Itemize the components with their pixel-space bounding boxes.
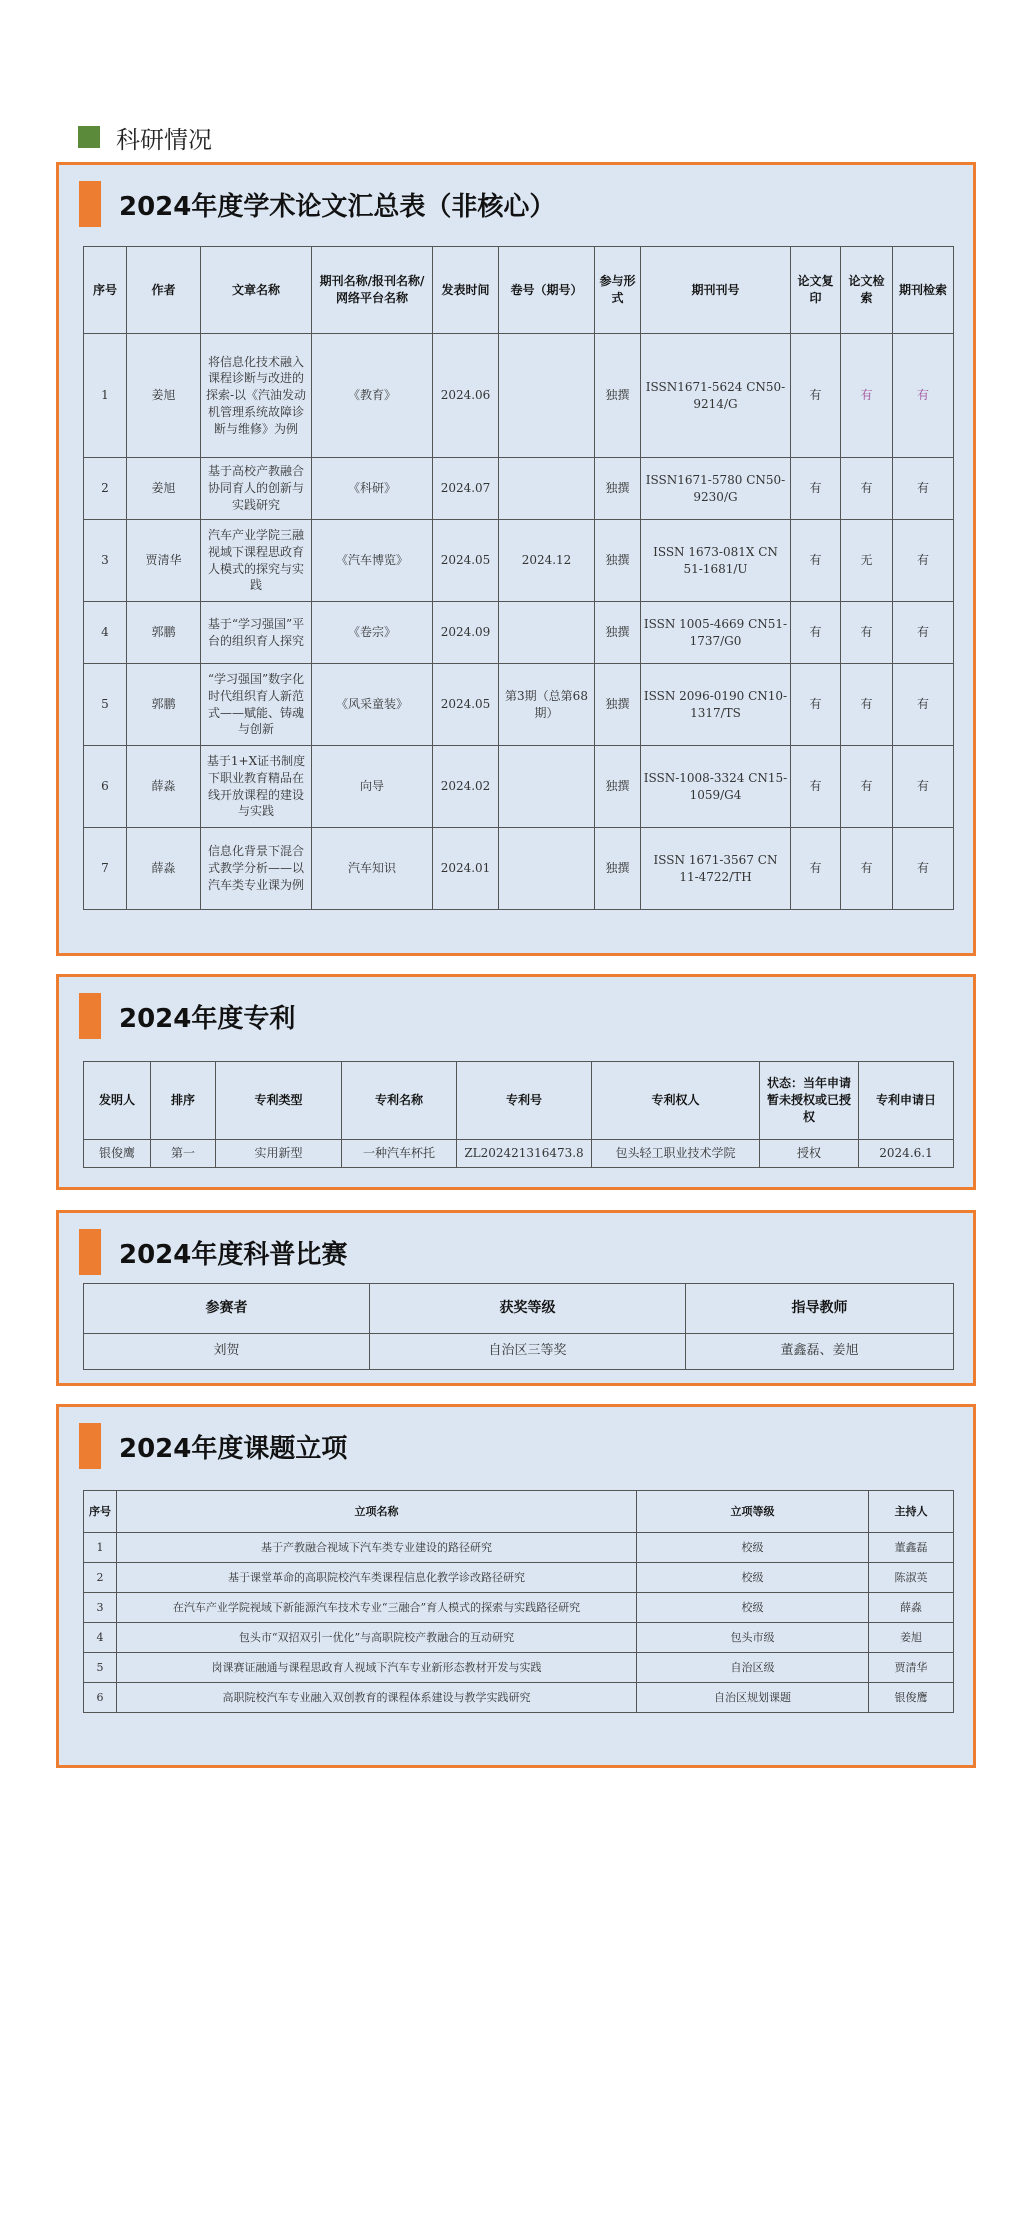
contest-title: 2024年度科普比赛: [119, 1239, 348, 1270]
projects-panel-title: [79, 1423, 347, 1469]
col-header: 发表时间: [433, 247, 499, 334]
col-header: 专利号: [457, 1062, 592, 1140]
cell-name: 基于课堂革命的高职院校汽车类课程信息化教学诊改路径研究: [117, 1563, 637, 1593]
cell-no: 5: [84, 1653, 117, 1683]
cell-article: 信息化背景下混合式教学分析——以汽车类专业课为例: [201, 828, 312, 910]
cell-holder: 包头轻工职业技术学院: [592, 1140, 760, 1168]
contest-table: [83, 1283, 954, 1370]
cell-copy: 有: [791, 602, 841, 664]
title-bar-icon: [79, 993, 101, 1039]
title-bar-icon: [79, 181, 101, 227]
cell-journal: 《汽车博览》: [312, 520, 433, 602]
cell-article: 基于高校产教融合协同育人的创新与实践研究: [201, 458, 312, 520]
table-row: [84, 1653, 954, 1683]
papers-panel-title: [79, 181, 555, 227]
col-header: 序号: [84, 247, 127, 334]
papers-panel: [56, 162, 976, 956]
cell-author: 郭鹏: [127, 664, 201, 746]
col-header: 文章名称: [201, 247, 312, 334]
col-header: 立项等级: [637, 1491, 869, 1533]
cell-form: 独撰: [595, 520, 641, 602]
cell-jsearch: 有: [893, 520, 954, 602]
cell-issue: [499, 828, 595, 910]
cell-search: 有: [841, 458, 893, 520]
cell-issue: 第3期（总第68期）: [499, 664, 595, 746]
cell-search: 有: [841, 602, 893, 664]
col-header: 作者: [127, 247, 201, 334]
cell-date: 2024.07: [433, 458, 499, 520]
col-header: 期刊名称/报刊名称/网络平台名称: [312, 247, 433, 334]
cell-issn: ISSN 1671-3567 CN 11-4722/TH: [641, 828, 791, 910]
patents-panel: [56, 974, 976, 1190]
cell-no: 2: [84, 458, 127, 520]
cell-jsearch: 有: [893, 458, 954, 520]
table-row: [84, 828, 954, 910]
cell-issue: 2024.12: [499, 520, 595, 602]
col-header: 指导教师: [686, 1284, 954, 1334]
cell-author: 薛淼: [127, 828, 201, 910]
cell-host: 薛淼: [869, 1593, 954, 1623]
patents-panel-title: [79, 993, 295, 1039]
col-header: 参与形式: [595, 247, 641, 334]
section-header: [78, 120, 212, 154]
cell-form: 独撰: [595, 334, 641, 458]
cell-author: 贾清华: [127, 520, 201, 602]
cell-copy: 有: [791, 520, 841, 602]
col-header: 序号: [84, 1491, 117, 1533]
cell-article: 基于1+X证书制度下职业教育精品在线开放课程的建设与实践: [201, 746, 312, 828]
cell-jsearch: 有: [893, 828, 954, 910]
cell-jsearch: 有: [893, 602, 954, 664]
cell-journal: 《卷宗》: [312, 602, 433, 664]
cell-name: 基于产教融合视域下汽车类专业建设的路径研究: [117, 1533, 637, 1563]
patents-header-row: [84, 1062, 954, 1140]
cell-date: 2024.01: [433, 828, 499, 910]
col-header: 专利名称: [342, 1062, 457, 1140]
cell-level: 校级: [637, 1533, 869, 1563]
cell-jsearch: 有: [893, 746, 954, 828]
cell-jsearch: 有: [893, 334, 954, 458]
col-header: 期刊刊号: [641, 247, 791, 334]
contest-panel-title: [79, 1229, 347, 1275]
cell-form: 独撰: [595, 458, 641, 520]
cell-issue: [499, 458, 595, 520]
table-row: [84, 1683, 954, 1713]
col-header: 主持人: [869, 1491, 954, 1533]
cell-form: 独撰: [595, 664, 641, 746]
cell-status: 授权: [760, 1140, 859, 1168]
cell-no: 4: [84, 602, 127, 664]
cell-host: 姜旭: [869, 1623, 954, 1653]
cell-issn: ISSN1671-5624 CN50-9214/G: [641, 334, 791, 458]
cell-journal: 向导: [312, 746, 433, 828]
cell-name: 岗课赛证融通与课程思政育人视域下汽车专业新形态教材开发与实践: [117, 1653, 637, 1683]
col-header: 排序: [151, 1062, 216, 1140]
cell-date: 2024.05: [433, 520, 499, 602]
table-row: [84, 1563, 954, 1593]
cell-journal: 《教育》: [312, 334, 433, 458]
cell-level: 自治区级: [637, 1653, 869, 1683]
table-row: [84, 746, 954, 828]
table-row: [84, 1334, 954, 1370]
cell-search: 有: [841, 664, 893, 746]
cell-jsearch: 有: [893, 664, 954, 746]
cell-form: 独撰: [595, 602, 641, 664]
cell-level: 包头市级: [637, 1623, 869, 1653]
cell-level: 自治区规划课题: [637, 1683, 869, 1713]
cell-journal: 《风采童装》: [312, 664, 433, 746]
table-row: [84, 602, 954, 664]
cell-search: 有: [841, 828, 893, 910]
table-row: [84, 1533, 954, 1563]
cell-inventor: 银俊鹰: [84, 1140, 151, 1168]
cell-level: 自治区三等奖: [370, 1334, 686, 1370]
section-title: 科研情况: [116, 125, 212, 154]
cell-host: 贾清华: [869, 1653, 954, 1683]
cell-no: 7: [84, 828, 127, 910]
col-header: 获奖等级: [370, 1284, 686, 1334]
cell-no: 1: [84, 1533, 117, 1563]
cell-no: 6: [84, 746, 127, 828]
col-header: 发明人: [84, 1062, 151, 1140]
col-header: 论文复印: [791, 247, 841, 334]
table-row: [84, 334, 954, 458]
col-header: 专利权人: [592, 1062, 760, 1140]
cell-no: 4: [84, 1623, 117, 1653]
cell-issn: ISSN-1008-3324 CN15-1059/G4: [641, 746, 791, 828]
title-bar-icon: [79, 1229, 101, 1275]
cell-no: 6: [84, 1683, 117, 1713]
cell-no: 2: [84, 1563, 117, 1593]
projects-header-row: [84, 1491, 954, 1533]
cell-name: 在汽车产业学院视域下新能源汽车技术专业“三融合”育人模式的探索与实践路径研究: [117, 1593, 637, 1623]
papers-table: [83, 246, 954, 910]
cell-copy: 有: [791, 458, 841, 520]
cell-form: 独撰: [595, 828, 641, 910]
col-header: 卷号（期号）: [499, 247, 595, 334]
title-bar-icon: [79, 1423, 101, 1469]
cell-copy: 有: [791, 828, 841, 910]
cell-host: 陈淑英: [869, 1563, 954, 1593]
table-row: [84, 664, 954, 746]
cell-author: 薛淼: [127, 746, 201, 828]
cell-no: 5: [84, 664, 127, 746]
papers-title: 2024年度学术论文汇总表（非核心）: [119, 191, 556, 222]
cell-search: 有: [841, 746, 893, 828]
patents-table: [83, 1061, 954, 1168]
cell-author: 郭鹏: [127, 602, 201, 664]
cell-copy: 有: [791, 746, 841, 828]
cell-issn: ISSN 2096-0190 CN10-1317/TS: [641, 664, 791, 746]
cell-no: 1: [84, 334, 127, 458]
col-header: 参赛者: [84, 1284, 370, 1334]
papers-header-row: [84, 247, 954, 334]
cell-type: 实用新型: [216, 1140, 342, 1168]
cell-date: 2024.09: [433, 602, 499, 664]
col-header: 专利类型: [216, 1062, 342, 1140]
cell-no: 3: [84, 1593, 117, 1623]
cell-article: 基于“学习强国”平台的组织育人探究: [201, 602, 312, 664]
cell-order: 第一: [151, 1140, 216, 1168]
cell-level: 校级: [637, 1563, 869, 1593]
cell-name: 高职院校汽车专业融入双创教育的课程体系建设与教学实践研究: [117, 1683, 637, 1713]
col-header: 立项名称: [117, 1491, 637, 1533]
table-row: [84, 1140, 954, 1168]
cell-level: 校级: [637, 1593, 869, 1623]
table-row: [84, 1623, 954, 1653]
cell-date: 2024.02: [433, 746, 499, 828]
contest-panel: [56, 1210, 976, 1386]
cell-host: 董鑫磊: [869, 1533, 954, 1563]
contest-header-row: [84, 1284, 954, 1334]
projects-title: 2024年度课题立项: [119, 1433, 348, 1464]
col-header: 论文检索: [841, 247, 893, 334]
cell-article: 汽车产业学院三融视域下课程思政育人模式的探究与实践: [201, 520, 312, 602]
cell-copy: 有: [791, 664, 841, 746]
cell-host: 银俊鹰: [869, 1683, 954, 1713]
cell-participant: 刘贺: [84, 1334, 370, 1370]
cell-issn: ISSN 1673-081X CN 51-1681/U: [641, 520, 791, 602]
cell-journal: 《科研》: [312, 458, 433, 520]
cell-name: 包头市“双招双引一优化”与高职院校产教融合的互动研究: [117, 1623, 637, 1653]
cell-no: 3: [84, 520, 127, 602]
cell-article: 将信息化技术融入课程诊断与改进的探索-以《汽油发动机管理系统故障诊断与维修》为例: [201, 334, 312, 458]
cell-date: 2024.6.1: [859, 1140, 954, 1168]
projects-panel: [56, 1404, 976, 1768]
cell-date: 2024.06: [433, 334, 499, 458]
cell-search: 有: [841, 334, 893, 458]
cell-author: 姜旭: [127, 334, 201, 458]
cell-issn: ISSN1671-5780 CN50-9230/G: [641, 458, 791, 520]
table-row: [84, 458, 954, 520]
cell-teacher: 董鑫磊、姜旭: [686, 1334, 954, 1370]
col-header: 期刊检索: [893, 247, 954, 334]
cell-issue: [499, 602, 595, 664]
cell-article: “学习强国”数字化时代组织育人新范式——赋能、铸魂与创新: [201, 664, 312, 746]
cell-name: 一种汽车杯托: [342, 1140, 457, 1168]
cell-issue: [499, 746, 595, 828]
patents-title: 2024年度专利: [119, 1003, 296, 1034]
cell-journal: 汽车知识: [312, 828, 433, 910]
cell-date: 2024.05: [433, 664, 499, 746]
table-row: [84, 520, 954, 602]
cell-issue: [499, 334, 595, 458]
table-row: [84, 1593, 954, 1623]
col-header: 状态：当年申请暂未授权或已授权: [760, 1062, 859, 1140]
cell-issn: ISSN 1005-4669 CN51-1737/G0: [641, 602, 791, 664]
cell-form: 独撰: [595, 746, 641, 828]
cell-author: 姜旭: [127, 458, 201, 520]
col-header: 专利申请日: [859, 1062, 954, 1140]
projects-table: [83, 1490, 954, 1713]
section-marker-icon: [78, 126, 100, 148]
cell-search: 无: [841, 520, 893, 602]
cell-number: ZL202421316473.8: [457, 1140, 592, 1168]
cell-copy: 有: [791, 334, 841, 458]
